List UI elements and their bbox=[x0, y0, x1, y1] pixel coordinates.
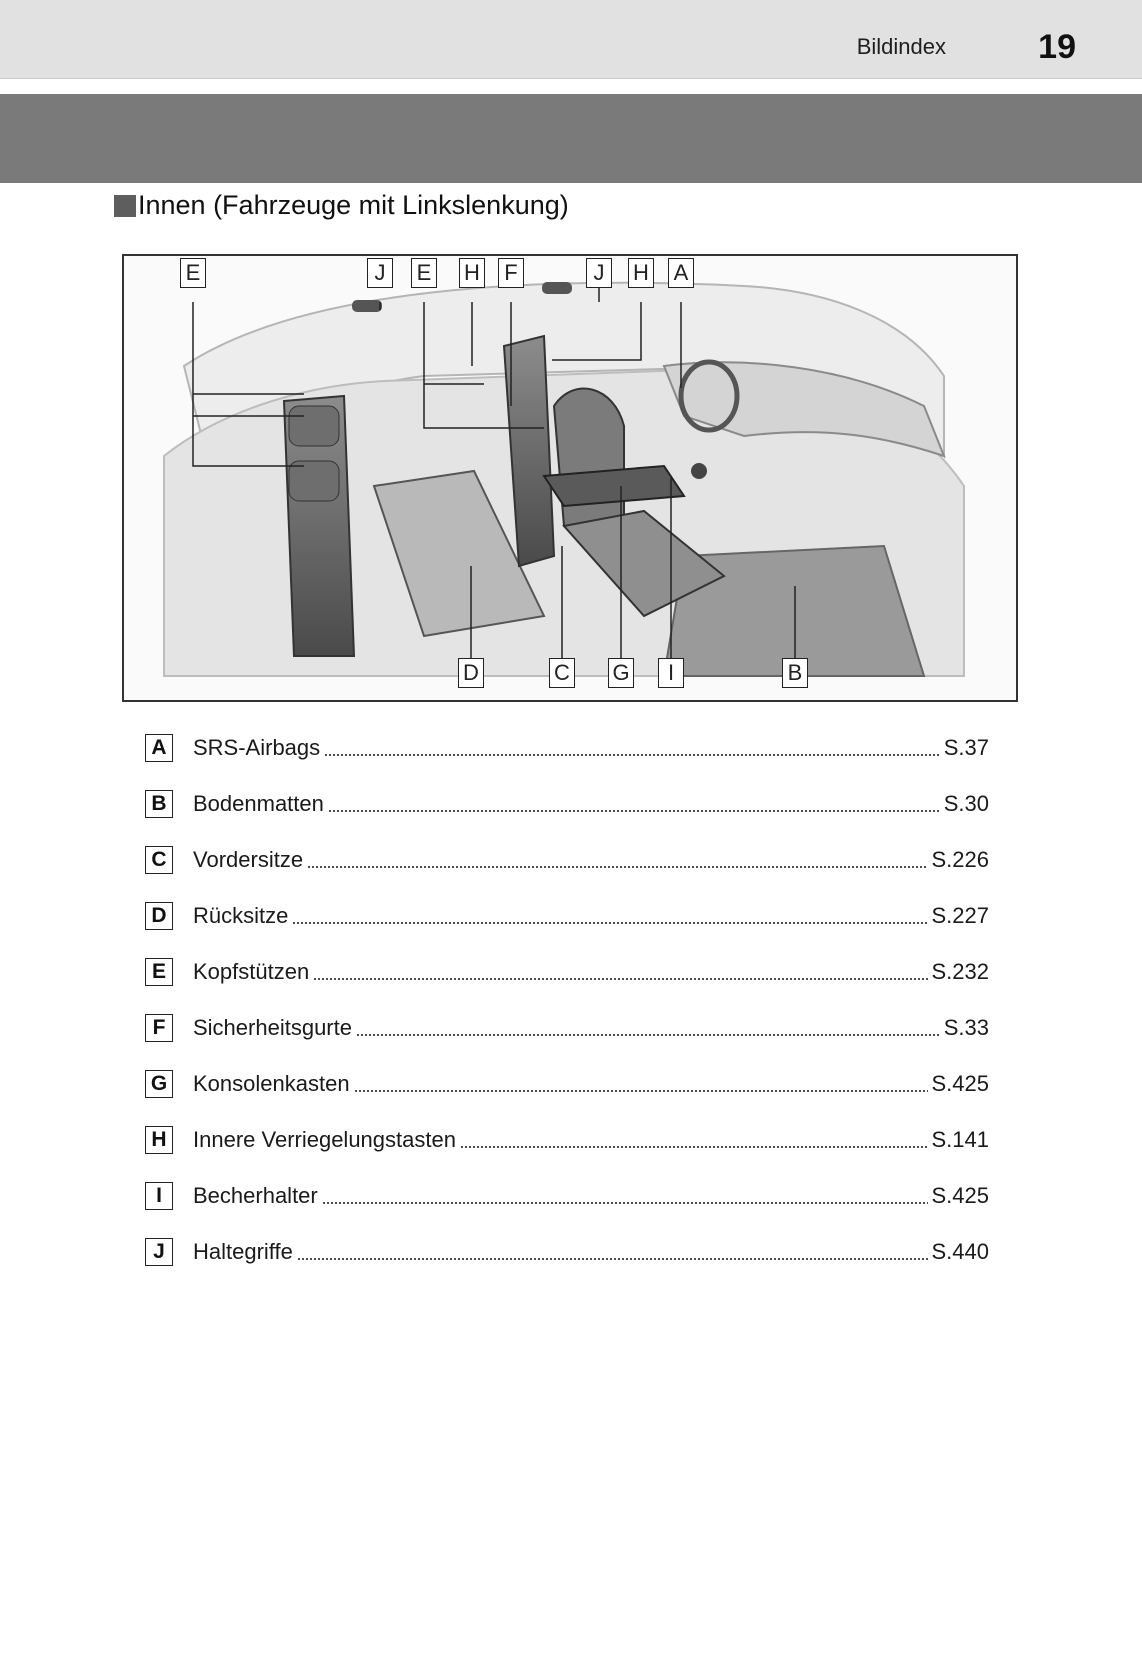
callout-a: A bbox=[668, 258, 694, 288]
legend-label: Rücksitze bbox=[193, 903, 289, 928]
legend-item bbox=[145, 832, 989, 888]
legend-label: Kopfstützen bbox=[193, 959, 310, 984]
legend-label: Becherhalter bbox=[193, 1183, 318, 1208]
legend-item bbox=[145, 944, 989, 1000]
legend-key: C bbox=[145, 846, 173, 874]
callout-d: D bbox=[458, 658, 484, 688]
legend-label: Vordersitze bbox=[193, 847, 304, 872]
callout-h-left: H bbox=[459, 258, 485, 288]
callout-e-top-left: E bbox=[180, 258, 206, 288]
dot-leader bbox=[297, 1257, 928, 1261]
legend-key: E bbox=[145, 958, 173, 986]
dot-leader bbox=[324, 753, 940, 757]
legend-item bbox=[145, 1112, 989, 1168]
dot-leader bbox=[322, 1201, 928, 1205]
legend-key: B bbox=[145, 790, 173, 818]
dot-leader bbox=[356, 1033, 940, 1037]
legend-key: F bbox=[145, 1014, 173, 1042]
legend-key: D bbox=[145, 902, 173, 930]
callout-h-right: H bbox=[628, 258, 654, 288]
legend-key: I bbox=[145, 1182, 173, 1210]
callout-g: G bbox=[608, 658, 634, 688]
legend-page-ref[interactable]: S.425 bbox=[931, 1183, 989, 1208]
section-title-text: Innen (Fahrzeuge mit Linkslenkung) bbox=[138, 190, 569, 220]
page-header bbox=[0, 0, 1142, 79]
dot-leader bbox=[313, 977, 927, 981]
square-icon bbox=[114, 195, 136, 217]
header-title: Bildindex bbox=[856, 34, 946, 59]
callout-i: I bbox=[658, 658, 684, 688]
car-interior-drawing bbox=[124, 256, 1018, 702]
page-number: 19 bbox=[1038, 28, 1076, 66]
legend-label: Innere Verriegelungstasten bbox=[193, 1127, 456, 1152]
legend-page-ref[interactable]: S.425 bbox=[931, 1071, 989, 1096]
legend-item bbox=[145, 776, 989, 832]
legend-list bbox=[145, 720, 989, 1280]
dot-leader bbox=[307, 865, 927, 869]
legend-item bbox=[145, 1056, 989, 1112]
callout-f: F bbox=[498, 258, 524, 288]
legend-page-ref[interactable]: S.227 bbox=[931, 903, 989, 928]
callout-e-center: E bbox=[411, 258, 437, 288]
legend-label: SRS-Airbags bbox=[193, 735, 321, 760]
interior-illustration bbox=[122, 254, 1018, 702]
dot-leader bbox=[354, 1089, 928, 1093]
legend-key: J bbox=[145, 1238, 173, 1266]
legend-page-ref[interactable]: S.30 bbox=[943, 791, 989, 816]
legend-item bbox=[145, 1168, 989, 1224]
dot-leader bbox=[292, 921, 927, 925]
legend-key: H bbox=[145, 1126, 173, 1154]
callout-c: C bbox=[549, 658, 575, 688]
legend-item bbox=[145, 720, 989, 776]
callout-b: B bbox=[782, 658, 808, 688]
legend-key: G bbox=[145, 1070, 173, 1098]
legend-key: A bbox=[145, 734, 173, 762]
section-title bbox=[114, 190, 569, 221]
dot-leader bbox=[460, 1145, 928, 1149]
callout-j-right: J bbox=[586, 258, 612, 288]
legend-label: Konsolenkasten bbox=[193, 1071, 350, 1096]
legend-label: Haltegriffe bbox=[193, 1239, 293, 1264]
legend-item bbox=[145, 888, 989, 944]
legend-item bbox=[145, 1000, 989, 1056]
legend-page-ref[interactable]: S.440 bbox=[931, 1239, 989, 1264]
legend-label: Sicherheitsgurte bbox=[193, 1015, 352, 1040]
legend-page-ref[interactable]: S.141 bbox=[931, 1127, 989, 1152]
legend-page-ref[interactable]: S.232 bbox=[931, 959, 989, 984]
legend-page-ref[interactable]: S.33 bbox=[943, 1015, 989, 1040]
dot-leader bbox=[328, 809, 940, 813]
callout-j-left: J bbox=[367, 258, 393, 288]
legend-label: Bodenmatten bbox=[193, 791, 324, 816]
legend-page-ref[interactable]: S.226 bbox=[931, 847, 989, 872]
header-band bbox=[0, 94, 1142, 183]
legend-page-ref[interactable]: S.37 bbox=[943, 735, 989, 760]
legend-item bbox=[145, 1224, 989, 1280]
